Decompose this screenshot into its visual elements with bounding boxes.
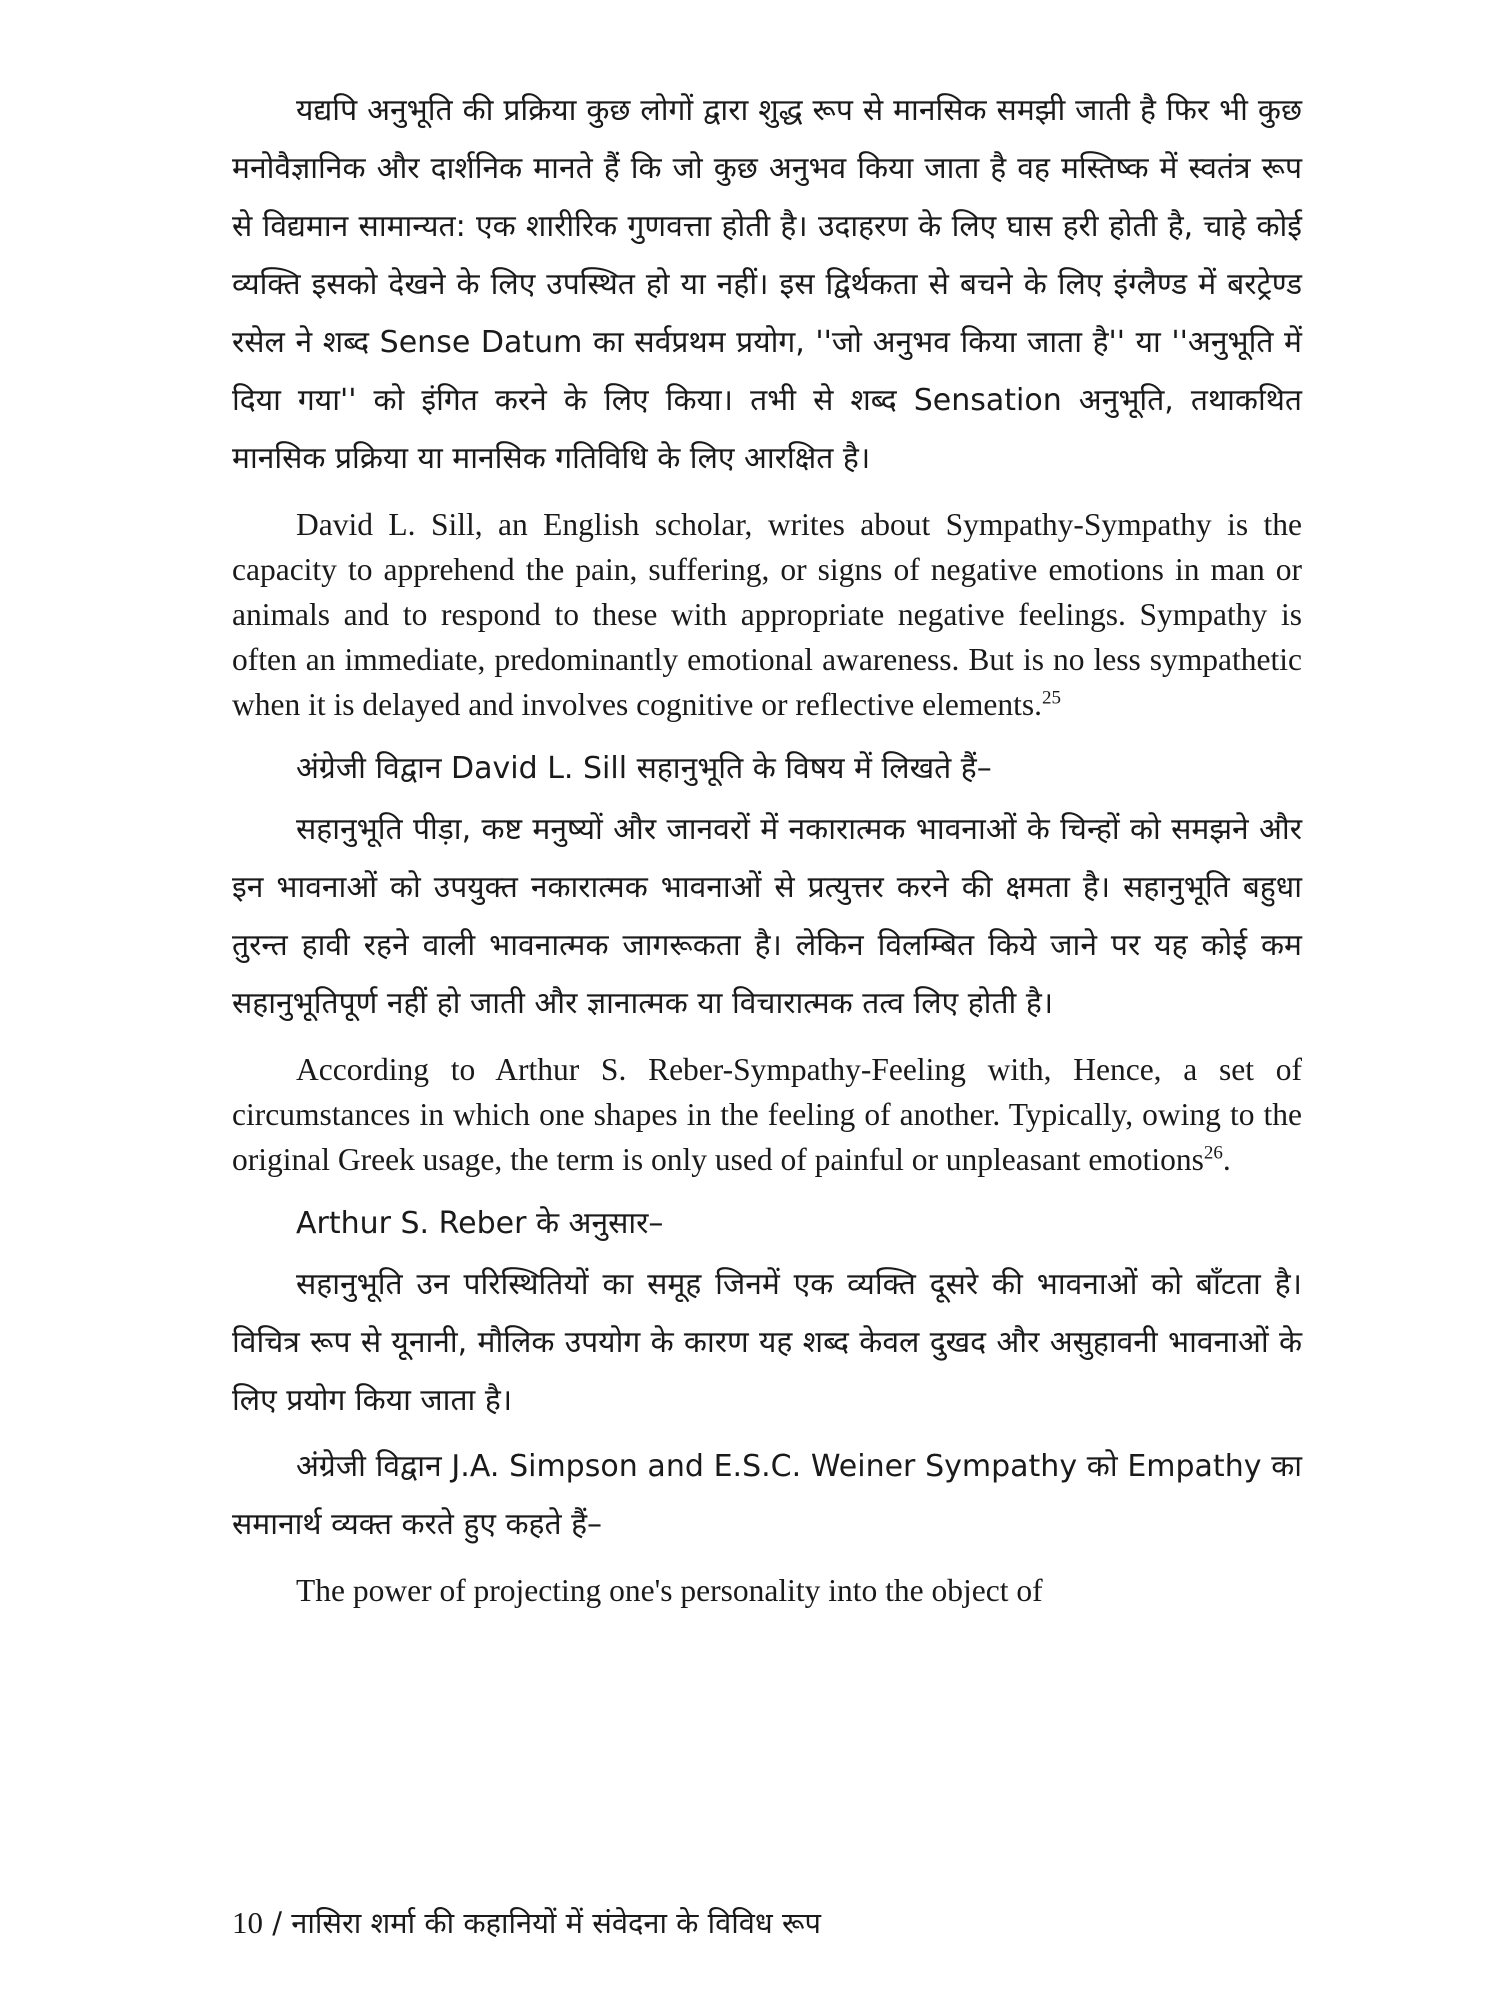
- page-number: 10: [232, 1905, 263, 1940]
- david-sill-quote-text: David L. Sill, an English scholar, writes about Sympathy-Sympathy is the capacity to apprehend the pain, suffering, or signs of negative emotions in man or animals and to respond to these with appropriate negative feelings. Sympathy is often an immediate, predominantly emotional awareness. But is no less sympathetic when it is delayed and involves cognitive or reflective elements.: [232, 507, 1302, 722]
- paragraph-english-david-sill: [232, 502, 1302, 727]
- lead-david-sill: अंग्रेजी विद्वान David L. Sill सहानुभूति के विषय में लिखते हैं–: [296, 751, 992, 786]
- footnote-ref-25: 25: [1042, 687, 1061, 709]
- paragraph-hindi-sense-datum: यद्यपि अनुभूति की प्रक्रिया कुछ लोगों द्वारा शुद्ध रूप से मानसिक समझी जाती है फिर भी कुछ मनोवैज्ञानिक और दार्शनिक मानते हैं कि जो कुछ अनुभव किया जाता है वह मस्तिष्क में स्वतंत्र रूप से विद्यमान सामान्यत: एक शारीरिक गुणवत्ता होती है। उदाहरण के लिए घास हरी होती है, चाहे कोई व्यक्ति इसको देखने के लिए उपस्थित हो या नहीं। इस द्विर्थकता से बचने के लिए इंग्लैण्ड में बरट्रेण्ड रसेल ने शब्द Sense Datum का सर्वप्रथम प्रयोग, ''जो अनुभव किया जाता है'' या ''अनुभूति में दिया गया'' को इंगित करने के लिए किया। तभी से शब्द Sensation अनुभूति, तथाकथित मानसिक प्रक्रिया या मानसिक गतिविधि के लिए आरक्षित है।: [232, 93, 1302, 476]
- page-body: [232, 82, 1302, 1627]
- lead-arthur-reber: Arthur S. Reber के अनुसार–: [296, 1206, 664, 1241]
- paragraph-english-projecting: The power of projecting one's personality into the object of: [296, 1573, 1043, 1608]
- footer-separator: /: [263, 1906, 292, 1940]
- arthur-reber-quote-text: According to Arthur S. Reber-Sympathy-Feeling with, Hence, a set of circumstances in which one shapes in the feeling of another. Typically, owing to the original Greek usage, the term is only used of painful or unpleasant emotions: [232, 1052, 1302, 1177]
- paragraph-english-arthur-reber: [232, 1047, 1302, 1182]
- book-title: नासिरा शर्मा की कहानियों में संवेदना के विविध रूप: [291, 1906, 821, 1940]
- arthur-reber-quote-end: .: [1222, 1142, 1231, 1177]
- page-footer: [232, 1903, 821, 1943]
- paragraph-hindi-reber-translation: सहानुभूति उन परिस्थितियों का समूह जिनमें एक व्यक्ति दूसरे की भावनाओं को बाँटता है। विचित्र रूप से यूनानी, मौलिक उपयोग के कारण यह शब्द केवल दुखद और असुहावनी भावनाओं के लिए प्रयोग किया जाता है।: [232, 1267, 1302, 1418]
- paragraph-hindi-simpson-weiner: अंग्रेजी विद्वान J.A. Simpson and E.S.C. Weiner Sympathy को Empathy का समानार्थ व्यक्त करते हुए कहते हैं–: [232, 1449, 1302, 1542]
- footnote-ref-26: 26: [1203, 1142, 1223, 1164]
- paragraph-hindi-sympathy-definition: सहानुभूति पीड़ा, कष्ट मनुष्यों और जानवरों में नकारात्मक भावनाओं के चिन्हों को समझने और इन भावनाओं को उपयुक्त नकारात्मक भावनाओं से प्रत्युत्तर करने की क्षमता है। सहानुभूति बहुधा तुरन्त हावी रहने वाली भावनात्मक जागरूकता है। लेकिन विलम्बित किये जाने पर यह कोई कम सहानुभूतिपूर्ण नहीं हो जाती और ज्ञानात्मक या विचारात्मक तत्व लिए होती है।: [232, 812, 1302, 1021]
